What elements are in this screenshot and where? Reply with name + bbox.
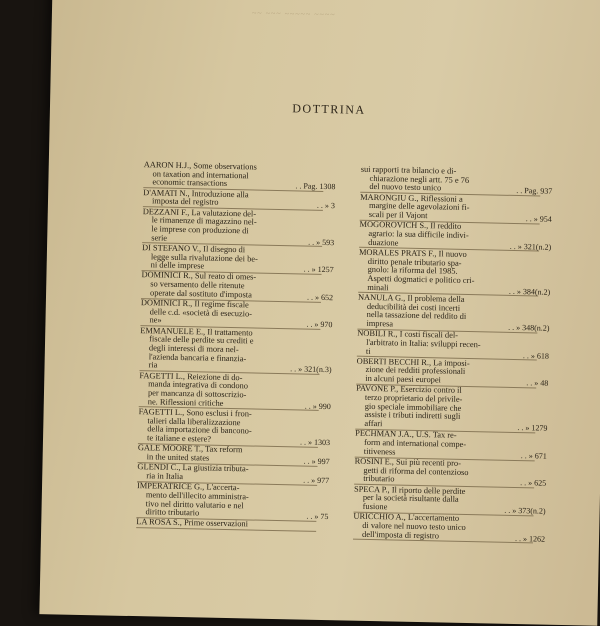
entry-title-line: tributario (363, 474, 395, 484)
index-column-left (136, 160, 336, 532)
entry-author-line: NOBILI R., I costi fiscali del- (357, 328, 459, 340)
bleed-through-text: ~~ ~~~ ~~~~~ ~~~~ (251, 8, 336, 20)
entry-author-line: FAGETTI L., Reiezione di do- (139, 370, 243, 382)
entry-author-line: FAGETTI L., Sono esclusi i fron- (138, 407, 252, 419)
entry-page-ref: . . » 1303 (299, 437, 331, 448)
entry-author-line: OBERTI BECCHI R., La imposi- (356, 356, 470, 368)
entry-page-ref: . . » 1279 (517, 423, 548, 433)
entry-page-ref: . . » 593 (308, 237, 335, 247)
entry-author-line: URICCHIO A., L'accertamento (353, 511, 460, 524)
index-entry (142, 206, 335, 248)
entry-page-ref: . . » 75 (306, 511, 329, 522)
entry-title-line: deducibilità dei costi incerti (366, 301, 461, 313)
entry-page-ref: . . » 384(n.2) (508, 286, 551, 297)
entry-title-line: zione dei redditi professionali (365, 365, 466, 377)
entry-title-line: economic transactions (152, 177, 228, 189)
entry-author-line: NANULA G., Il problema della (357, 292, 465, 304)
index-entry (136, 481, 329, 522)
entry-title-line: on taxation and international (152, 169, 249, 181)
entry-title-line: in alcuni paesi europei (365, 374, 442, 385)
entry-author-line: D'AMATI N., Introduzione alla (143, 187, 249, 199)
entry-title-line: ne» (149, 315, 162, 326)
index-entry (139, 370, 331, 412)
entry-page-ref: . . » 348(n.2) (508, 322, 550, 333)
entry-title-line: ria (148, 360, 158, 370)
entry-page-ref: . . » 321(n.2) (509, 241, 552, 252)
entry-author-line: DEZZANI F., La valutazione del- (142, 206, 257, 219)
entry-page-ref: . . » 625 (520, 478, 547, 489)
entry-title-line: l'arbitrato in Italia: sviluppi recen- (366, 337, 481, 350)
entry-title-line: degli interessi di mora nel- (148, 343, 239, 355)
entry-author-line: IMPERATRICE G., L'accerta- (136, 481, 240, 493)
entry-page-ref: . . » 1257 (303, 264, 334, 275)
entry-page-ref: . . » 954 (525, 214, 552, 224)
index-entry (138, 407, 331, 448)
entry-author-line: MARONGIU G., Riflessioni a (360, 192, 463, 204)
entry-page-ref: . . » 977 (303, 475, 330, 486)
entry-title-line: dell'imposta di registro (362, 529, 440, 541)
entry-author-line: LA ROSA S., Prime osservazioni (136, 517, 249, 529)
entry-title-line: per la società risultante dalla (362, 493, 459, 505)
entry-author-line: EMMANUELE E., Il trattamento (140, 325, 253, 338)
entry-page-ref: . . Pag. 1308 (295, 181, 336, 192)
index-entry (355, 384, 548, 433)
entry-author-line: ROSINI E., Sui più recenti pro- (354, 456, 462, 468)
entry-author-line: DI STEFANO V., Il disegno di (141, 242, 246, 255)
entry-page-ref: . . » 48 (526, 378, 549, 388)
entry-title-line: affari (364, 419, 383, 429)
entry-title-line: getti di riforma del contenzioso (363, 465, 469, 477)
entry-title-line: form and international compe- (363, 437, 467, 450)
entry-title-line: Aspetti dogmatici e politico cri- (367, 273, 475, 286)
index-entry (140, 298, 333, 330)
entry-title-line: chiarazione negli artt. 75 e 76 (369, 173, 470, 185)
entry-title-line: legge sulla rivalutazione dei be- (150, 251, 258, 264)
entry-page-ref: . . » 321(n.3) (290, 364, 332, 375)
entry-author-line: PECHMAN J.A., U.S. Tax re- (355, 429, 457, 441)
entry-author-line: MOGOROVICH S., Il reddito (359, 219, 462, 232)
entry-title-line: terzo proprietario del privile- (364, 392, 463, 404)
entry-page-ref: . . » 1262 (514, 533, 546, 544)
entry-title-line: ti (365, 346, 371, 356)
section-title: DOTTRINA (292, 101, 366, 117)
entry-title-line: mento dell'illecito amministra- (145, 490, 249, 502)
index-entry (357, 328, 549, 361)
entry-title-line: serie (151, 232, 168, 243)
index-entry (354, 456, 547, 489)
index-entry (143, 160, 336, 192)
entry-title-line: operate dal sostituto d'imposta (150, 288, 252, 300)
entry-title-line: tivo nel diritto valutario e nel (145, 498, 244, 510)
entry-title-line: diritto penale tributario spa- (367, 256, 462, 268)
entry-title-line: ne. Riflessioni critiche (147, 397, 224, 408)
entry-title-line: delle c.d. «società di esecuzio- (149, 307, 253, 319)
entry-title-line: ria in Italia (146, 471, 184, 481)
entry-title-line: duazione (368, 237, 399, 248)
entry-title-line: le rimanenze di magazzino nel- (151, 215, 257, 227)
entry-title-line: del nuovo testo unico (369, 182, 442, 193)
index-entry (360, 164, 553, 197)
entry-title-line: ni delle imprese (150, 260, 205, 271)
entry-title-line: so versamento delle ritenute (150, 279, 245, 291)
entry-page-ref: . . » 652 (306, 292, 334, 303)
entry-page-ref: . . » 997 (303, 456, 330, 467)
entry-page-ref: . . » 3 (316, 201, 336, 211)
entry-author-line: AARON H.J., Some observations (143, 160, 257, 172)
entry-title-line: agrario: la sua difficile indivi- (368, 228, 469, 240)
entry-title-line: nella tassazione del reddito di (366, 310, 467, 322)
entry-title-line: te italiane e estere? (146, 433, 212, 444)
entry-page-ref: . . » 990 (304, 401, 331, 411)
entry-title-line: impresa (366, 318, 394, 329)
entry-author-line: SPECA P., Il riporto delle perdite (353, 484, 466, 496)
entry-page-ref: . . » 373(n.2) (504, 505, 546, 516)
entry-title-line: manda integrativa di condono (148, 379, 249, 391)
entry-page-ref: . . Pag. 937 (516, 186, 553, 197)
entry-page-ref: . . » 970 (306, 320, 333, 330)
entry-author-line: MORALES PRATS F., Il nuovo (358, 247, 467, 259)
entry-title-line: titiveness (363, 446, 396, 457)
entry-title-line: talieri dalla liberalizzazione (147, 415, 241, 427)
entry-page-ref: . . » 671 (520, 450, 547, 461)
entry-author-line: GLENDI C., La giustizia tributa- (137, 462, 249, 474)
book-page (39, 0, 600, 626)
entry-title-line: le imprese con produzione di (151, 224, 249, 236)
entry-title-line: diritto tributario (145, 507, 200, 518)
entry-author-line: DOMINICI R., Sul reato di omes- (141, 270, 257, 282)
entry-title-line: scali per il Vajont (368, 209, 428, 221)
entry-title-line: in the united states (146, 452, 210, 463)
entry-title-line: della importazione di bancono- (147, 424, 252, 436)
entry-title-line: gnolo: la riforma del 1985. (367, 265, 458, 277)
entry-title-line: l'azienda bancaria e finanzia- (148, 352, 247, 364)
entry-title-line: per mancanza di sottoscrizio- (147, 388, 247, 400)
entry-title-line: fusione (362, 501, 388, 512)
entry-title-line: assiste i tributi indiretti sugli (364, 410, 461, 422)
index-entry (357, 292, 550, 334)
index-column-right (353, 164, 553, 545)
entry-title-line: gio speciale immobiliare che (364, 401, 462, 413)
entry-author-line: sui rapporti tra bilancio e di- (360, 164, 457, 176)
entry-title-line: di valore nel nuovo testo unico (362, 520, 466, 532)
entry-author-line: PAVONE P., Esercizio contro il (356, 384, 462, 396)
index-entry (358, 247, 551, 297)
entry-title-line: imposta del registro (151, 196, 219, 208)
index-entry (139, 325, 332, 375)
entry-title-line: margine delle agevolazioni fi- (368, 201, 470, 213)
entry-page-ref: . . » 618 (522, 350, 549, 361)
entry-title-line: fiscale delle perdite su crediti e (149, 334, 254, 346)
entry-title-line: minali (367, 282, 389, 292)
index-entry (353, 511, 546, 544)
entry-author-line: DOMINICI R., Il regime fiscale (140, 298, 249, 310)
entry-author-line: GALE MOORE T., Tax reform (137, 443, 243, 455)
